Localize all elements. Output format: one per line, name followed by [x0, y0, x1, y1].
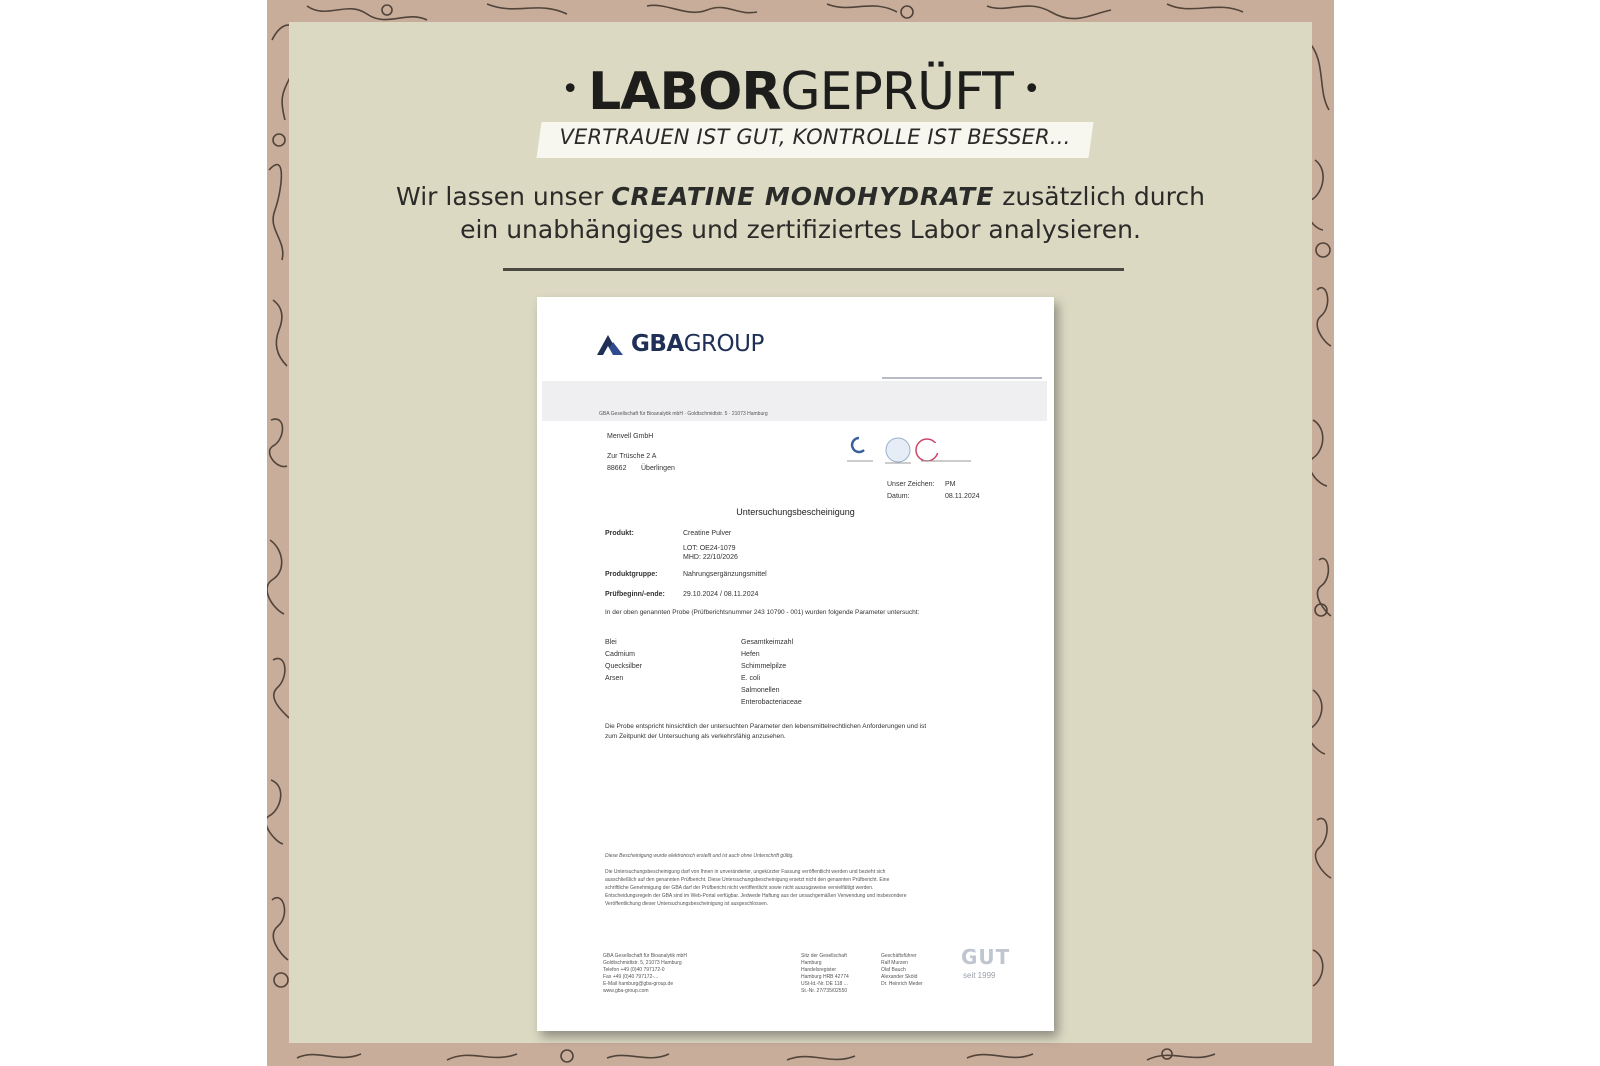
certificate-title: Untersuchungsbescheinigung	[736, 507, 855, 517]
best-before: MHD: 22/10/2026	[683, 554, 738, 561]
divider	[503, 268, 1124, 271]
conclusion-line1: Die Probe entspricht hinsichtlich der untersuchten Parameter den lebensmittelrechtlichen Anforderungen und ist	[605, 723, 927, 730]
title-light: GEPRÜFT	[780, 62, 1013, 122]
lab-certificate	[537, 297, 1054, 1031]
disclaimer-line: Die Untersuchungsbescheinigung darf von Ihnen in unveränderter, ungekürzter Fassung veröffentlicht werden und bezieht sich	[605, 869, 886, 875]
param-right: E. coli	[741, 675, 761, 682]
logo-bold: GBA	[631, 331, 684, 357]
footer-company: Telefon +49 (0)40 797172-0	[603, 967, 665, 973]
disclaimer-line: ausschließlich auf den genannten Prüfbericht. Diese Untersuchungsbescheinigung ersetzt nicht den genannten Prüfbericht. Eine	[605, 877, 890, 883]
intro-pre: Wir lassen unser	[396, 182, 612, 211]
param-left: Arsen	[605, 675, 624, 682]
accreditation-logos	[841, 433, 981, 473]
page-title	[289, 62, 1312, 122]
conclusion-line2: zum Zeitpunkt der Untersuchung als verkehrsfähig anzusehen.	[605, 733, 786, 740]
seal-since: seit 1999	[963, 971, 996, 980]
ref-label: Unser Zeichen:	[887, 481, 935, 488]
content-panel	[289, 22, 1312, 1043]
footer-management: Ralf Murzen	[881, 960, 908, 966]
param-right: Gesamtkeimzahl	[741, 639, 794, 646]
param-left: Quecksilber	[605, 663, 642, 670]
group-value: Nahrungsergänzungsmittel	[683, 571, 767, 578]
title-bullet-left: •	[561, 72, 579, 107]
footer-management: Olaf Bauch	[881, 967, 906, 973]
title-bold: LABOR	[588, 62, 781, 122]
param-right: Salmonellen	[741, 687, 780, 694]
tagline: VERTRAUEN IST GUT, KONTROLLE IST BESSER...	[559, 125, 1071, 149]
header-line	[882, 377, 1042, 379]
intro-text	[289, 180, 1312, 246]
disclaimer-line: schriftliche Genehmigung der GBA darf der Prüfbericht nicht veröffentlicht sowie nicht auszugsweise vervielfältigt werden.	[605, 885, 874, 891]
footer-company: GBA Gesellschaft für Bioanalytik mbH	[603, 953, 687, 959]
scope-text: In der oben genannten Probe (Prüfberichtsnummer 243 10790 - 001) wurden folgende Parameter untersucht:	[605, 609, 920, 616]
recipient-city: Überlingen	[641, 465, 675, 472]
logo-light: GROUP	[683, 331, 764, 357]
seal-mark: GUT	[961, 945, 1011, 969]
footer-registry: Hamburg	[801, 960, 822, 966]
title-bullet-right: •	[1022, 72, 1040, 107]
gba-triangle-icon	[595, 333, 627, 357]
footer-registry: Hamburg HRB 42774	[801, 974, 849, 980]
footer-company: Goldtschmidtstr. 5, 21073 Hamburg	[603, 960, 682, 966]
intro-product: CREATINE MONOHYDRATE	[611, 182, 995, 211]
decorative-frame	[267, 0, 1334, 1066]
disclaimer-line: Veröffentlichung dieser Untersuchungsbescheinigung ist ausgeschlossen.	[605, 901, 769, 907]
recipient-company: Menvell GmbH	[607, 433, 654, 440]
param-right: Enterobacteriaceae	[741, 699, 802, 706]
footer-company: www.gba-group.com	[603, 988, 649, 994]
product-value: Creatine Pulver	[683, 530, 732, 537]
footer-registry: Sitz der Gesellschaft	[801, 953, 847, 959]
footer-management: Geschäftsführer	[881, 953, 917, 959]
footer-registry: USt-Id.-Nr. DE 118 ...	[801, 981, 848, 987]
recipient-street: Zur Trüsche 2 A	[607, 453, 657, 460]
period-value: 29.10.2024 / 08.11.2024	[683, 591, 759, 598]
param-right: Hefen	[741, 651, 760, 658]
intro-line2: ein unabhängiges und zertifiziertes Labor analysieren.	[460, 215, 1141, 244]
lot-number: LOT: OE24-1079	[683, 545, 736, 552]
recipient-zip: 88662	[607, 465, 627, 472]
quality-seal	[957, 937, 1011, 983]
param-right: Schimmelpilze	[741, 663, 787, 670]
intro-post: zusätzlich durch	[994, 182, 1205, 211]
ref-value: PM	[945, 481, 956, 488]
param-left: Cadmium	[605, 651, 635, 658]
footer-registry: Handelsregister	[801, 967, 837, 973]
group-label: Produktgruppe:	[605, 571, 658, 578]
param-left: Blei	[605, 639, 617, 646]
footer-company: Fax +49 (0)40 797172-...	[603, 974, 659, 980]
electronic-note: Diese Bescheinigung wurde elektronisch erstellt und ist auch ohne Unterschrift gültig.	[605, 853, 794, 859]
footer-registry: St.-Nr. 27/735/02550	[801, 988, 848, 994]
footer-management: Alexander Sköld	[881, 974, 918, 980]
date-value: 08.11.2024	[945, 493, 980, 500]
footer-management: Dr. Heinrich Meder	[881, 981, 923, 987]
disclaimer-line: Entscheidungsregeln der GBA sind im Web-Portal verfügbar. Jedwede Haftung aus der unsachgemäßen Verwendung und insbesondere	[605, 893, 907, 899]
sender-line: GBA Gesellschaft für Bioanalytik mbH · Goldtschmidtstr. 5 · 21073 Hamburg	[599, 411, 768, 417]
date-label: Datum:	[887, 493, 910, 500]
period-label: Prüfbeginn/-ende:	[605, 591, 665, 598]
footer-company: E-Mail hamburg@gba-group.de	[603, 981, 674, 987]
product-label: Produkt:	[605, 530, 634, 537]
